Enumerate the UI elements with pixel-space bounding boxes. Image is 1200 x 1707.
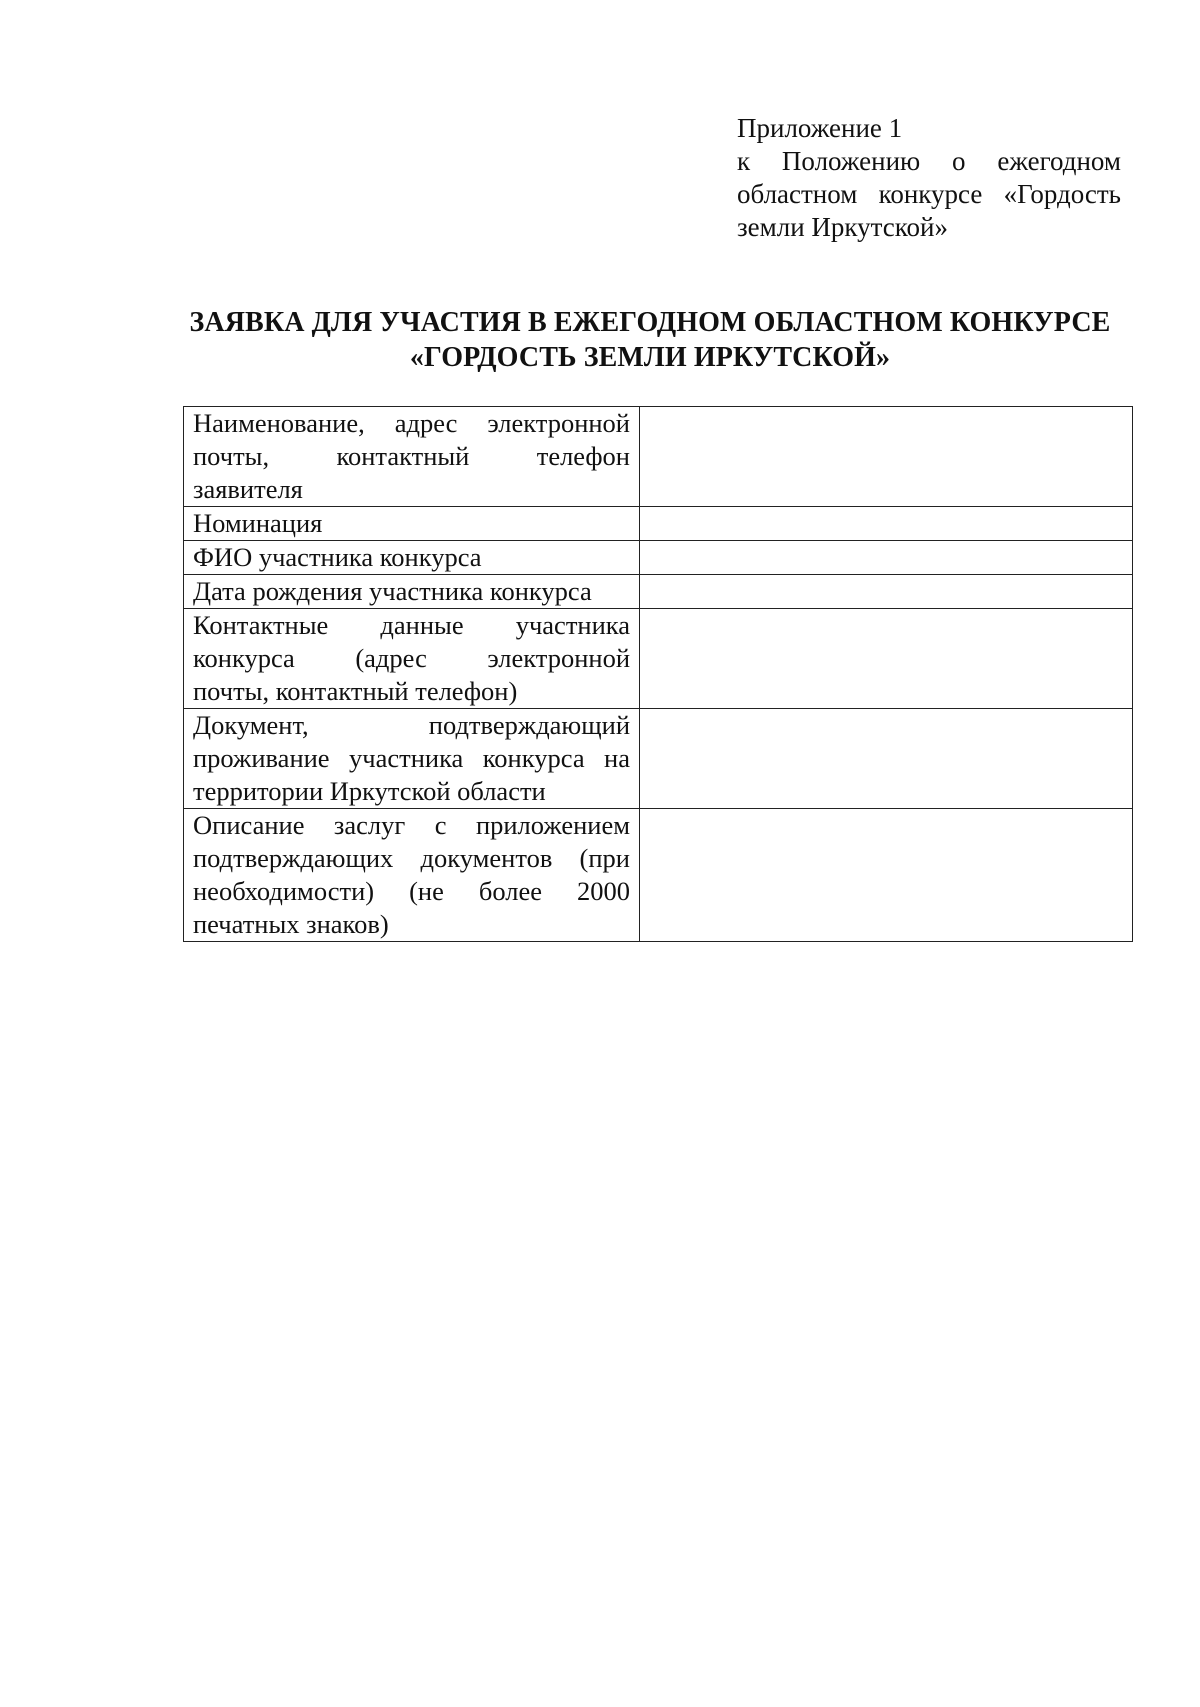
table-row (184, 809, 1133, 942)
field-value-residence-document[interactable] (640, 709, 1133, 809)
field-label-line: Номинация (193, 508, 323, 538)
field-label-residence-document (184, 709, 640, 809)
field-label-merits-description (184, 809, 640, 942)
application-form-table (183, 406, 1133, 942)
field-label-line: заявителя (193, 474, 303, 504)
table-row (184, 407, 1133, 507)
field-label-line: Контактные данные участника (193, 610, 630, 640)
field-label-line: проживание участника конкурса на (193, 743, 630, 773)
field-label-line: Документ, подтверждающий (193, 710, 630, 740)
field-label-line: необходимости) (не более 2000 (193, 876, 630, 906)
table-row (184, 609, 1133, 709)
appendix-reference-line: областном конкурсе «Гордость (737, 179, 1121, 209)
field-value-merits-description[interactable] (640, 809, 1133, 942)
field-label-line: почты, контактный телефон (193, 441, 630, 471)
appendix-number: Приложение 1 (737, 113, 903, 143)
field-value-participant-name[interactable] (640, 541, 1133, 575)
field-label-line: Описание заслуг с приложением (193, 810, 630, 840)
field-label-birth-date (184, 575, 640, 609)
field-label-line: ФИО участника конкурса (193, 542, 482, 572)
field-value-participant-contacts[interactable] (640, 609, 1133, 709)
field-value-applicant[interactable] (640, 407, 1133, 507)
field-label-applicant (184, 407, 640, 507)
field-label-line: конкурса (адрес электронной (193, 643, 630, 673)
document-title (160, 305, 1140, 375)
field-value-birth-date[interactable] (640, 575, 1133, 609)
appendix-reference-line: земли Иркутской» (737, 212, 948, 242)
field-label-line: подтверждающих документов (при (193, 843, 630, 873)
field-label-participant-contacts (184, 609, 640, 709)
field-label-nomination (184, 507, 640, 541)
field-label-line: Дата рождения участника конкурса (193, 576, 592, 606)
document-title-line: ЗАЯВКА ДЛЯ УЧАСТИЯ В ЕЖЕГОДНОМ ОБЛАСТНОМ КОНКУРСЕ (189, 307, 1111, 338)
table-row (184, 709, 1133, 809)
field-label-line: Наименование, адрес электронной (193, 408, 630, 438)
table-row (184, 541, 1133, 575)
table-row (184, 507, 1133, 541)
field-label-line: почты, контактный телефон) (193, 676, 518, 706)
appendix-reference (737, 112, 1121, 244)
field-label-participant-name (184, 541, 640, 575)
field-label-line: печатных знаков) (193, 909, 389, 939)
field-label-line: территории Иркутской области (193, 776, 546, 806)
appendix-reference-line: к Положению о ежегодном (737, 146, 1121, 176)
table-row (184, 575, 1133, 609)
field-value-nomination[interactable] (640, 507, 1133, 541)
document-title-line: «ГОРДОСТЬ ЗЕМЛИ ИРКУТСКОЙ» (409, 342, 891, 373)
